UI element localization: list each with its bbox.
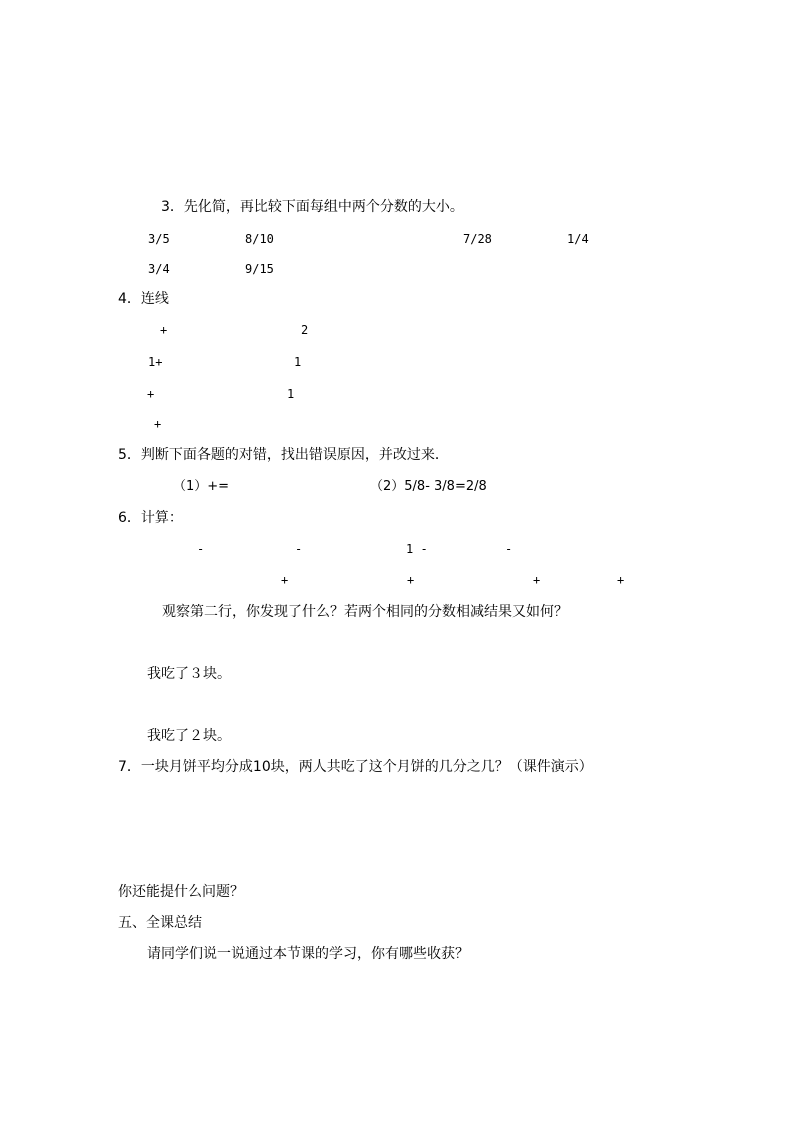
q5-item-2: （2）5/8- 3/8=2/8 [370,479,487,494]
q6-observe-text: 观察第二行，你发现了什么？若两个相同的分数相减结果又如何？ [162,604,568,620]
q6-row1-op-1: - [197,542,205,556]
q4-right-1: 2 [301,323,309,337]
q4-title: 4．连线 [118,291,169,307]
q4-left-1: + [160,323,168,337]
q3-fraction-2: 8/10 [245,232,274,246]
q4-left-2: 1+ [148,355,163,369]
follow-up-question: 你还能提什么问题？ [118,884,244,900]
q6-row2-op-1: + [281,573,289,587]
q3-fraction-6: 9/15 [245,262,274,276]
q6-row1-op-3: 1 - [406,542,428,556]
q4-left-4: + [154,417,162,431]
q6-title: 6．计算： [118,510,183,526]
section-heading: 五、全课总结 [118,915,202,931]
speech-line-2: 我吃了２块。 [147,728,231,744]
q3-fraction-1: 3/5 [148,232,170,246]
speech-line-1: 我吃了３块。 [147,666,231,682]
summary-text: 请同学们说一说通过本节课的学习，你有哪些收获？ [147,946,469,962]
q3-fraction-3: 7/28 [463,232,492,246]
q6-row1-op-2: - [295,542,303,556]
q6-row1-op-4: - [505,542,513,556]
q4-right-2: 1 [294,355,302,369]
q7-title: 7．一块月饼平均分成10块，两人共吃了这个月饼的几分之几？（课件演示） [118,759,593,775]
q4-right-3: 1 [287,387,295,401]
q6-row2-op-3: + [533,573,541,587]
q3-fraction-4: 1/4 [567,232,589,246]
q3-fraction-5: 3/4 [148,262,170,276]
q6-row2-op-4: + [617,573,625,587]
q5-item-1: （1）+= [173,479,230,494]
q3-title: 3．先化简，再比较下面每组中两个分数的大小。 [161,199,464,215]
q6-row2-op-2: + [407,573,415,587]
q5-title: 5．判断下面各题的对错，找出错误原因，并改过来． [118,447,449,463]
q4-left-3: + [147,387,155,401]
